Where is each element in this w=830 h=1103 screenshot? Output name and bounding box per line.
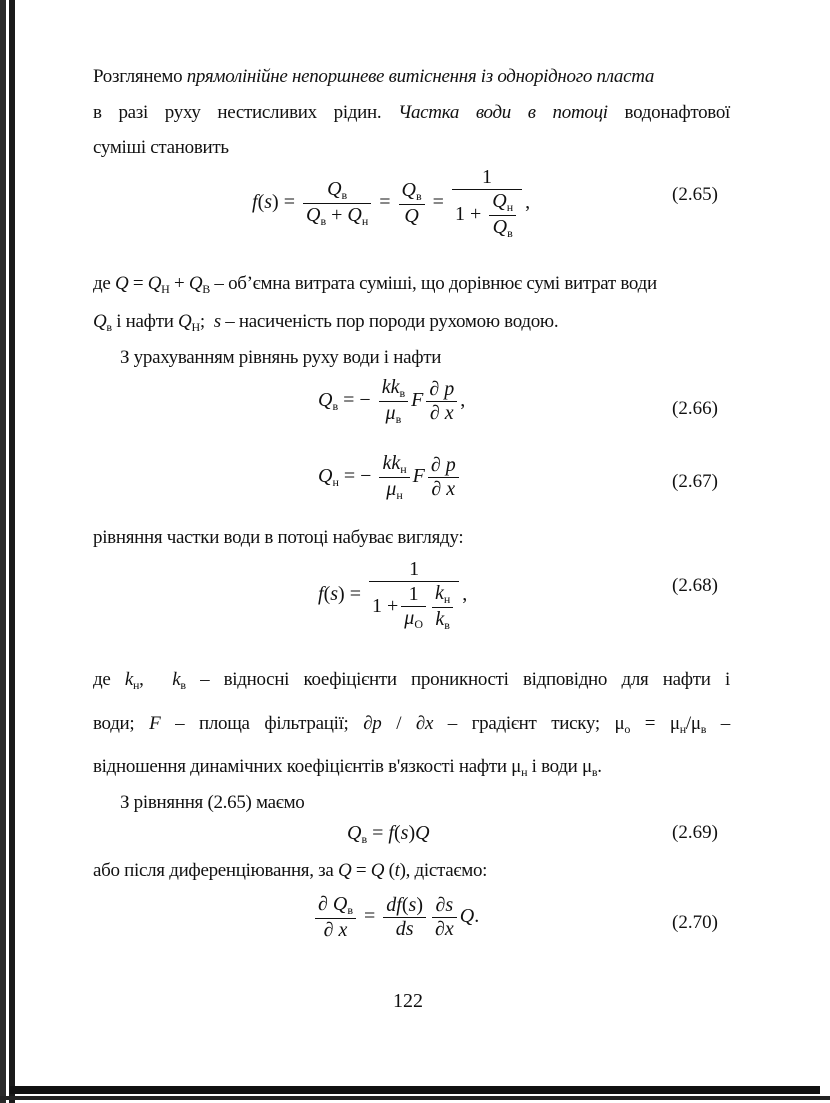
equation-2-68: f(s) = 1 1 + $\frac{1}{\mu_О}$ $\frac{k_н}{k_в}$ , [318,558,468,632]
para1-line1: Розглянемо прямолінійне непоршневе витіснення із однорідного пласта [93,66,655,87]
para7: або після диференціювання, за Q = Q (t), дістаємо: [93,860,488,881]
page-number: 122 [393,990,423,1012]
para1-line2: в разі руху нестисливих рідин. Частка води в потоці водонафтової [93,102,730,123]
para5-line2: води; F – площа фільтрації; ∂p / ∂x – градієнт тиску; $\mu_о = \mu_н/\mu_в$ – [93,713,731,736]
equation-2-66: $Q_в$ = − $\frac{kk_в}{\mu_в}$ F $\frac{\partial p}{\partial x}$ , [318,376,466,426]
para6: З рівняння (2.65) маємо [120,792,305,813]
para5-line3: відношення динамічних коефіцієнтів в'язкості нафти $\mu_н$ і води $\mu_в$. [93,756,602,779]
para3: З урахуванням рівнянь руху води і нафти [120,347,442,368]
para5-line1: де $k_н$, $k_в$ – відносні коефіцієнти проникності відповідно для нафти і [93,669,730,692]
scan-left-edge [0,0,20,1103]
equation-2-65: f(s) = $\frac{Q_в}{Q_в + Q_н}$ = $\frac{Q_в}{Q}$ = 1 1 + $\frac{Q_н}{Q_в}$ , [252,166,531,240]
scan-bottom-edge [10,1086,820,1094]
para4: рівняння частки води в потоці набуває вигляду: [93,527,464,548]
eq-number-2-68: (2.68) [672,575,718,596]
para1-line3: суміші становить [93,137,229,158]
eq-number-2-65: (2.65) [672,184,718,205]
para2-line1: де $Q = Q_Н + Q_В$ – об’ємна витрата суміші, що дорівнює сумі витрат води [93,273,657,296]
eq-number-2-67: (2.67) [672,471,718,492]
scan-bottom-edge-2 [0,1096,830,1100]
para2-line2: $Q_в$ і нафти $Q_Н$; s – насиченість пор породи рухомою водою. [93,311,559,334]
eq-number-2-70: (2.70) [672,912,718,933]
equation-2-67: $Q_н$ = − $\frac{kk_н}{\mu_н}$ F $\frac{\partial p}{\partial x}$ [318,452,462,503]
equation-2-69: $Q_в = f(s)Q$ [347,822,430,846]
eq-number-2-66: (2.66) [672,398,718,419]
eq-number-2-69: (2.69) [672,822,718,843]
equation-2-70: $\frac{\partial Q_в}{\partial x}$ = $\frac{df(s)}{ds}$ $\frac{\partial s}{\partial x}$ Q. [312,893,479,942]
